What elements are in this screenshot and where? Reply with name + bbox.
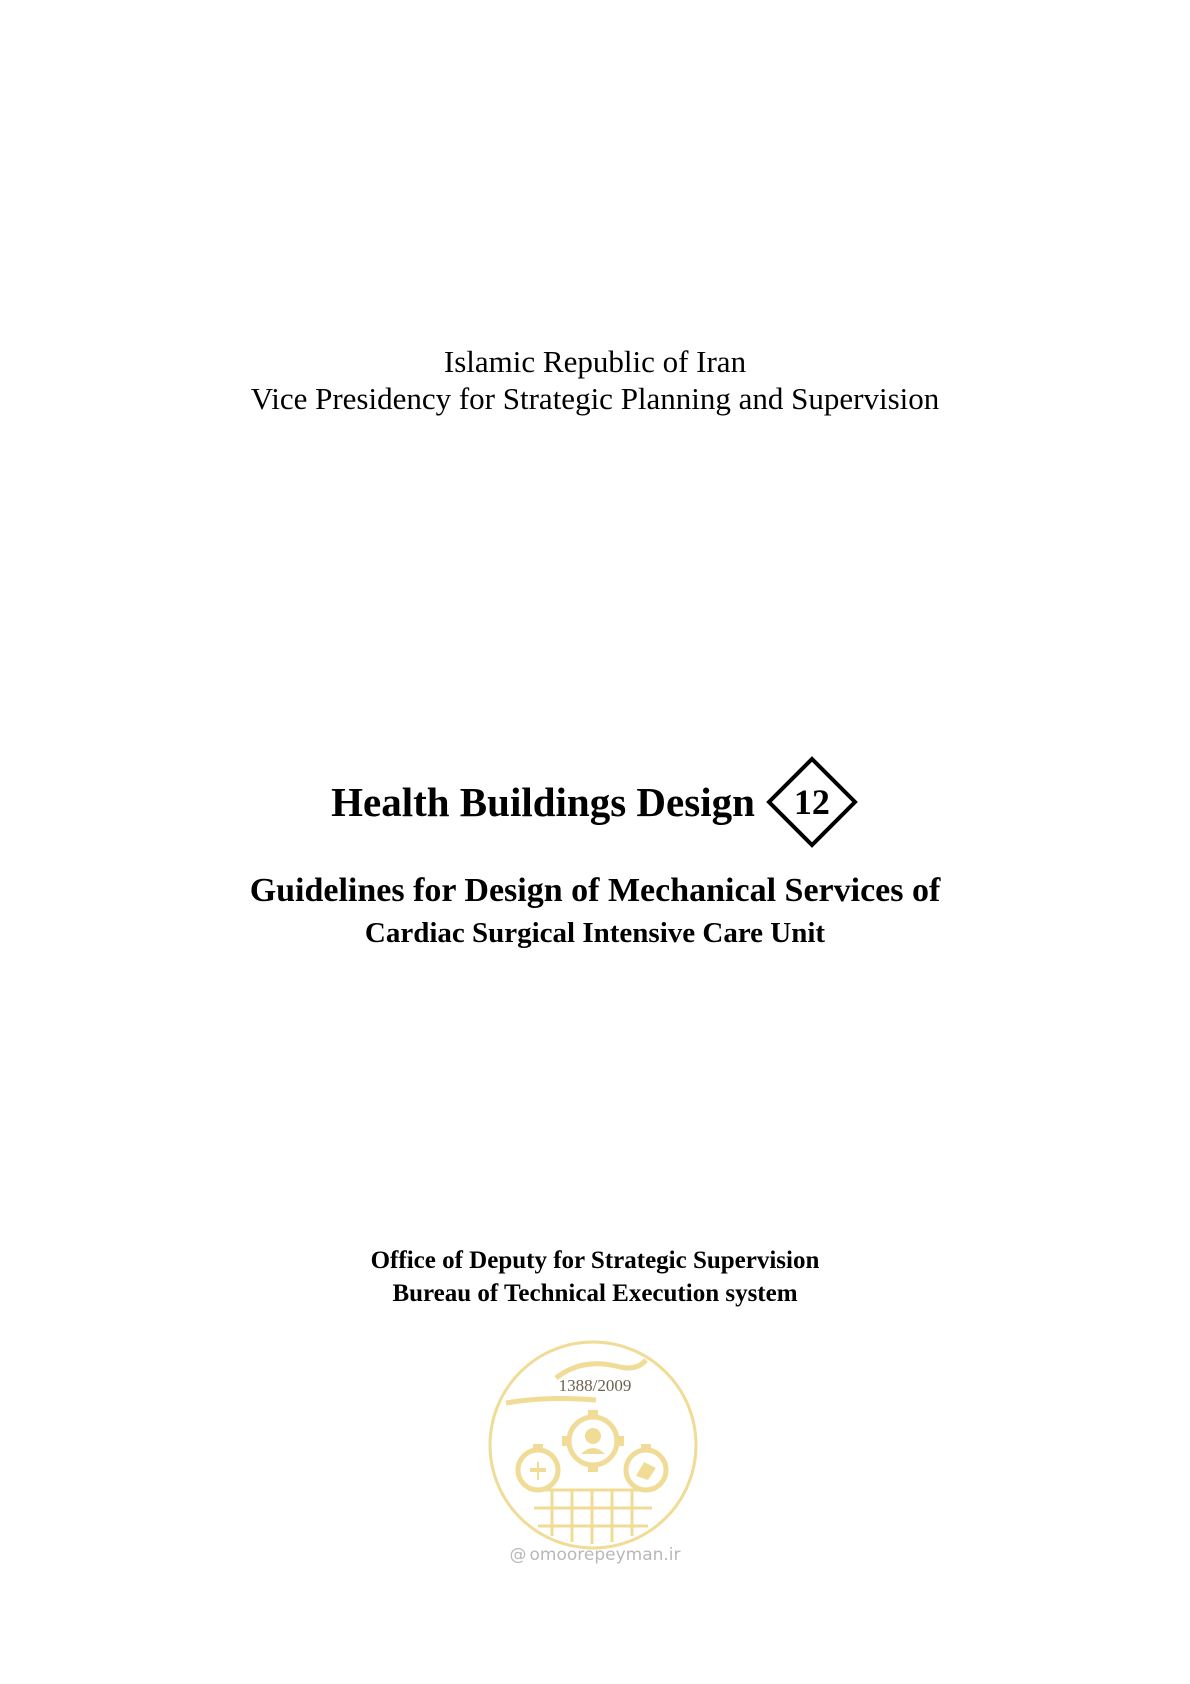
seal-logo: [486, 1338, 700, 1552]
volume-badge: [765, 755, 859, 849]
volume-number: 12: [793, 782, 830, 822]
document-title: Health Buildings Design: [331, 778, 755, 825]
seal-year: 1388/2009: [558, 1376, 632, 1395]
at-icon: @: [509, 1545, 527, 1565]
office-line-2: Bureau of Technical Execution system: [392, 1280, 798, 1307]
country-line: Islamic Republic of Iran: [443, 344, 747, 379]
watermark: [0, 1545, 1190, 1565]
watermark-text: omoorepeyman.ir: [529, 1545, 681, 1565]
title-row: [0, 752, 1190, 852]
office-line-1: Office of Deputy for Strategic Supervision: [370, 1247, 820, 1274]
subtitle-line-1: Guidelines for Design of Mechanical Services of: [249, 872, 941, 909]
subtitle-line-2: Cardiac Surgical Intensive Care Unit: [364, 917, 826, 949]
organization-line: Vice Presidency for Strategic Planning and Supervision: [250, 381, 940, 416]
